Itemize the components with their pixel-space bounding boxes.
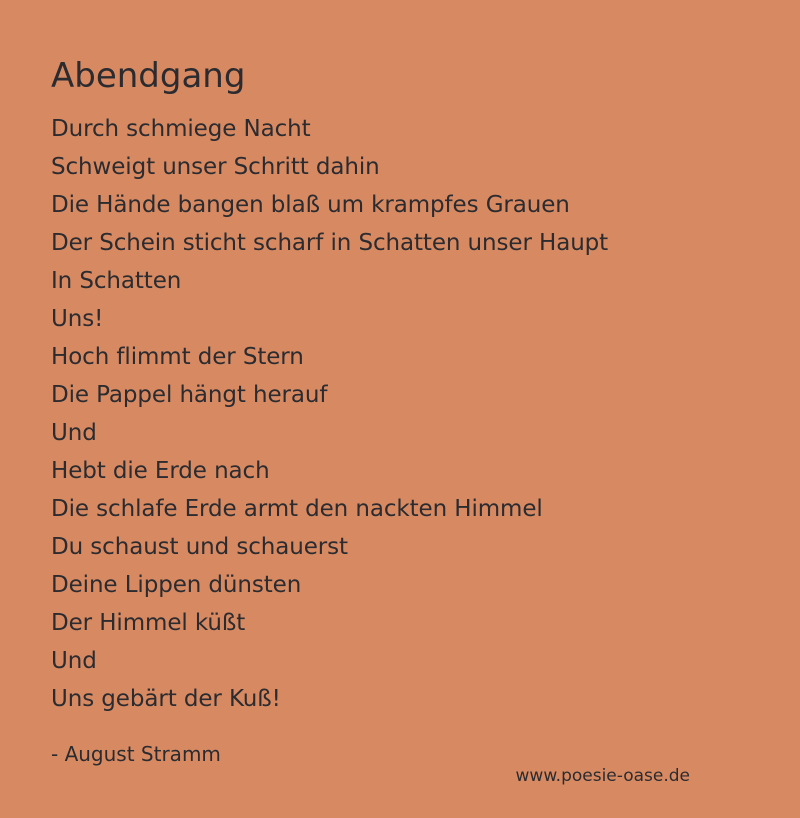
poem-line: Uns gebärt der Kuß! [51,686,281,712]
poem-author: - August Stramm [51,742,221,766]
poem-line: Schweigt unser Schritt dahin [51,154,380,180]
poem-lines [51,110,608,718]
poem-line: Die Pappel hängt herauf [51,382,328,408]
poem-line: Hoch flimmt der Stern [51,344,304,370]
poem-line: Und [51,648,97,674]
poem-line: Die schlafe Erde armt den nackten Himmel [51,496,543,522]
poem-line: Hebt die Erde nach [51,458,270,484]
poem-line: Uns! [51,306,104,332]
poem-line: Der Himmel küßt [51,610,246,636]
poem-line: Der Schein sticht scharf in Schatten unser Haupt [51,230,609,256]
poem-line: Durch schmiege Nacht [51,116,311,142]
poem-line: Und [51,420,97,446]
poem-title: Abendgang [51,56,246,96]
poem-line: In Schatten [51,268,182,294]
poem-line: Die Hände bangen blaß um krampfes Grauen [51,192,570,218]
website-credit: www.poesie-oase.de [515,766,690,786]
poem-line: Du schaust und schauerst [51,534,348,560]
poem-line: Deine Lippen dünsten [51,572,302,598]
